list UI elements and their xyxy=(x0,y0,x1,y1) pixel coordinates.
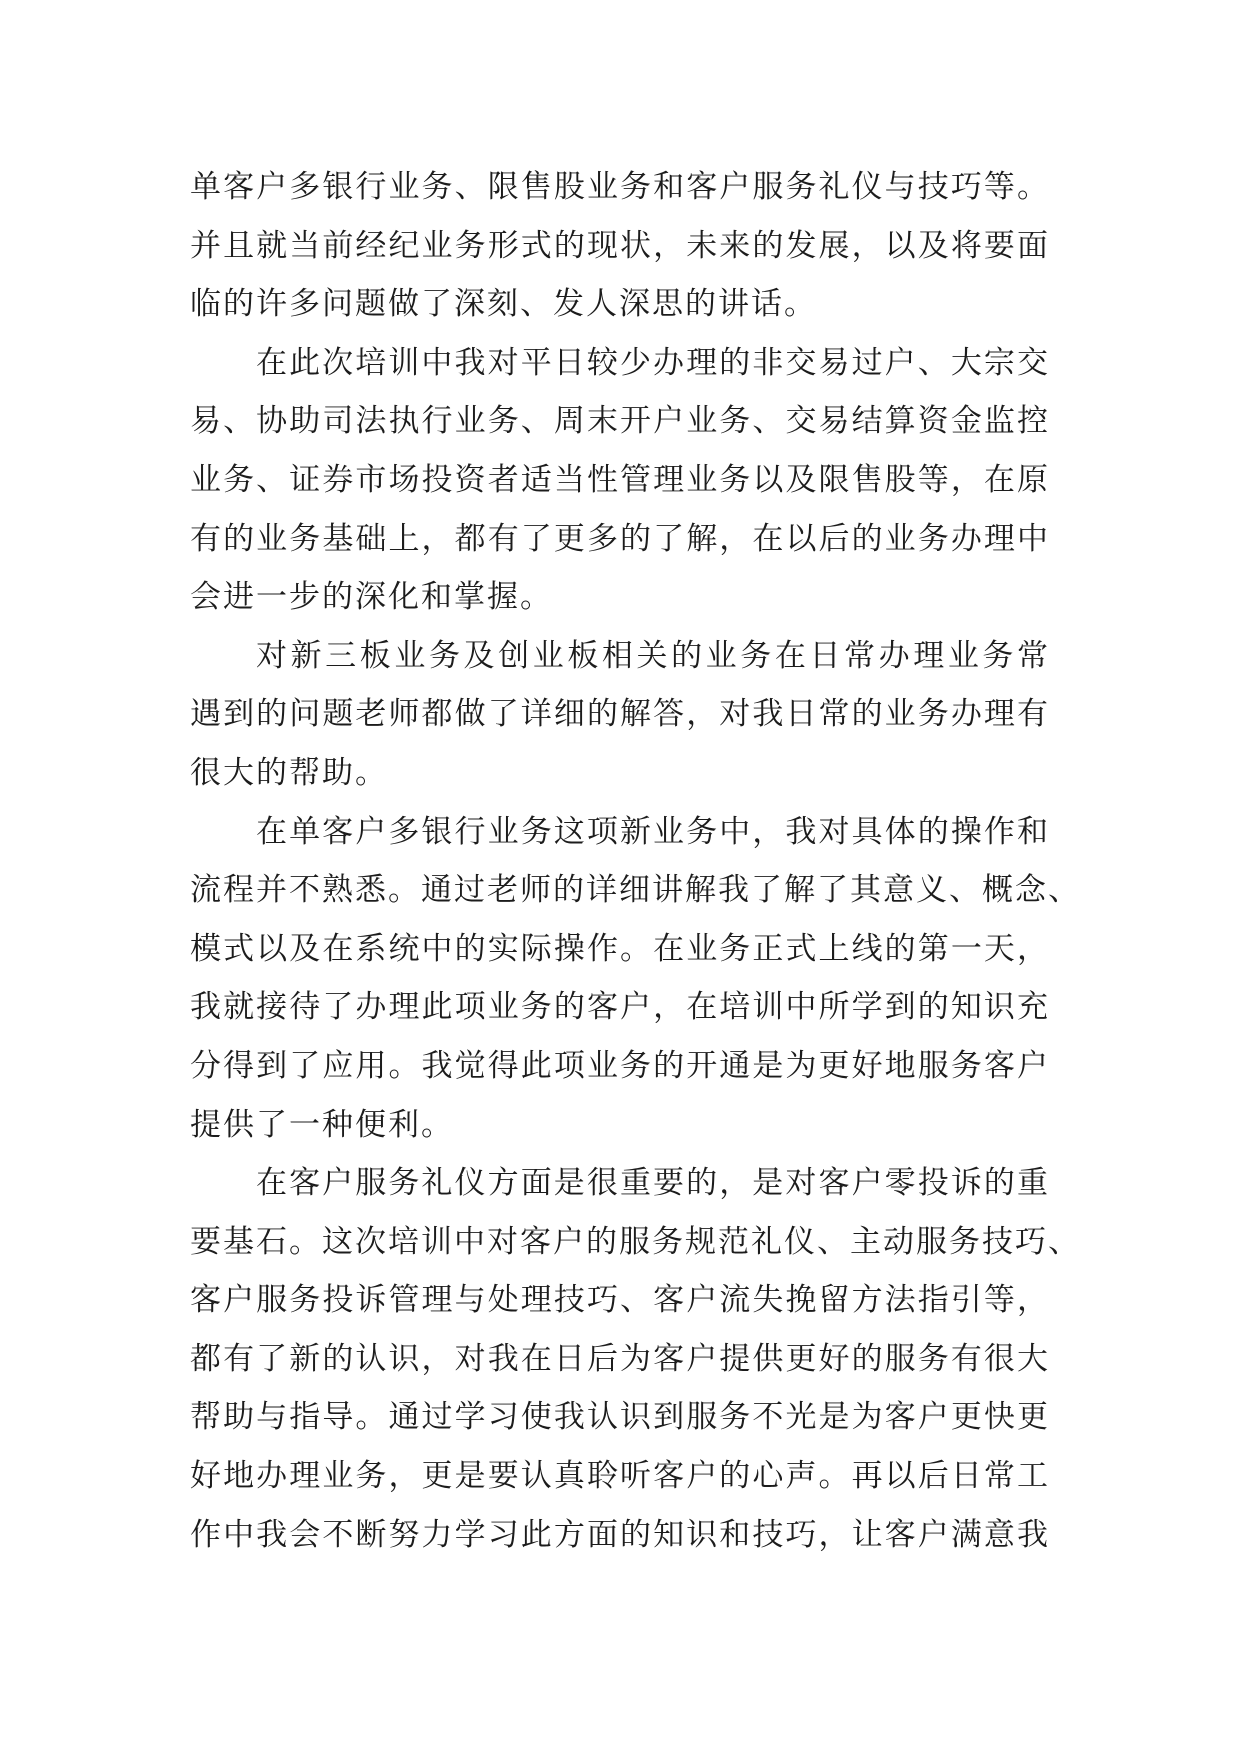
text-line: 业务、证券市场投资者适当性管理业务以及限售股等，在原 xyxy=(190,461,1050,498)
body-text xyxy=(190,158,1081,1564)
text-line: 要基石。这次培训中对客户的服务规范礼仪、主动服务技巧、 xyxy=(190,1223,1081,1260)
text-line: 帮助与指导。通过学习使我认识到服务不光是为客户更快更 xyxy=(190,1399,1050,1436)
text-line: 好地办理业务，更是要认真聆听客户的心声。再以后日常工 xyxy=(190,1458,1050,1495)
text-line: 很大的帮助。 xyxy=(190,754,388,791)
text-line: 单客户多银行业务、限售股业务和客户服务礼仪与技巧等。 xyxy=(190,169,1050,205)
text-line: 易、协助司法执行业务、周末开户业务、交易结算资金监控 xyxy=(190,403,1050,440)
text-line: 并且就当前经纪业务形式的现状，未来的发展，以及将要面 xyxy=(190,227,1050,264)
paragraph-first-line: 在客户服务礼仪方面是很重要的，是对客户零投诉的重 xyxy=(256,1165,1050,1202)
text-line: 流程并不熟悉。通过老师的详细讲解我了解了其意义、概念、 xyxy=(190,872,1081,909)
text-line: 客户服务投诉管理与处理技巧、客户流失挽留方法指引等， xyxy=(190,1282,1050,1319)
text-line: 会进一步的深化和掌握。 xyxy=(190,579,553,616)
text-line: 我就接待了办理此项业务的客户，在培训中所学到的知识充 xyxy=(190,989,1050,1026)
text-line: 模式以及在系统中的实际操作。在业务正式上线的第一天， xyxy=(190,930,1050,967)
paragraph-first-line: 在单客户多银行业务这项新业务中，我对具体的操作和 xyxy=(256,813,1050,850)
text-line: 都有了新的认识，对我在日后为客户提供更好的服务有很大 xyxy=(190,1340,1050,1377)
text-line: 遇到的问题老师都做了详细的解答，对我日常的业务办理有 xyxy=(190,696,1050,733)
text-line: 提供了一种便利。 xyxy=(190,1106,454,1143)
paragraph-first-line: 对新三板业务及创业板相关的业务在日常办理业务常 xyxy=(256,637,1050,674)
text-line: 临的许多问题做了深刻、发人深思的讲话。 xyxy=(190,286,817,323)
paragraph-first-line: 在此次培训中我对平日较少办理的非交易过户、大宗交 xyxy=(256,344,1050,381)
text-line: 作中我会不断努力学习此方面的知识和技巧，让客户满意我 xyxy=(190,1516,1050,1553)
text-line: 分得到了应用。我觉得此项业务的开通是为更好地服务客户 xyxy=(190,1047,1050,1084)
text-line: 有的业务基础上，都有了更多的了解，在以后的业务办理中 xyxy=(190,520,1050,557)
